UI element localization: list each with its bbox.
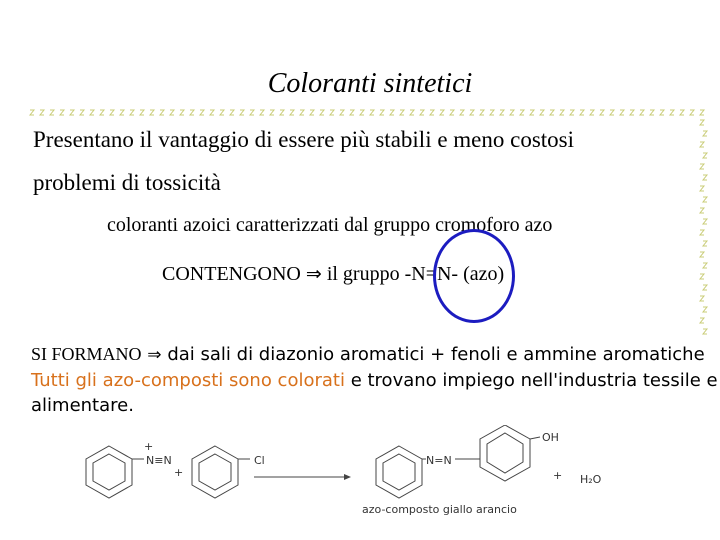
azo-group-text: il gruppo -N=N- (azo) (326, 263, 505, 285)
water-label: H₂O (580, 473, 602, 486)
z-mark-decoration (110, 110, 114, 115)
z-mark-decoration (703, 153, 707, 158)
z-mark-decoration (470, 110, 474, 115)
z-mark-decoration (450, 110, 454, 115)
plus-sign: + (174, 466, 184, 479)
z-mark-decoration (100, 110, 104, 115)
z-mark-decoration (510, 110, 514, 115)
z-mark-decoration (280, 110, 284, 115)
z-mark-decoration (700, 110, 704, 115)
z-mark-decoration (703, 219, 707, 224)
z-mark-decoration (30, 110, 34, 115)
z-mark-decoration (490, 110, 494, 115)
z-mark-decoration (500, 110, 504, 115)
z-mark-decoration (540, 110, 544, 115)
z-mark-decoration (120, 110, 124, 115)
text-line-azo-dyes: coloranti azoici caratterizzati dal gruppo cromoforo azo (107, 214, 553, 236)
z-mark-decoration (340, 110, 344, 115)
z-mark-decoration (70, 110, 74, 115)
highlight-text: Tutti gli azo-composti sono colorati (31, 370, 345, 391)
positive-charge: + (144, 440, 154, 453)
z-mark-decoration (400, 110, 404, 115)
z-mark-decoration (530, 110, 534, 115)
text-line-toxicity: problemi di tossicità (33, 170, 221, 195)
z-mark-decoration (700, 252, 704, 257)
benzene-inner-ring (93, 454, 125, 490)
z-mark-decoration (703, 241, 707, 246)
reaction-scheme (70, 425, 630, 525)
z-mark-decoration (160, 110, 164, 115)
z-mark-decoration (460, 110, 464, 115)
z-mark-decoration (300, 110, 304, 115)
reaction-arrow-head (344, 474, 351, 480)
highlight-circle (433, 229, 515, 323)
z-mark-decoration (260, 110, 264, 115)
contengono-label: CONTENGONO (162, 263, 301, 285)
z-mark-decoration (150, 110, 154, 115)
z-mark-decoration (200, 110, 204, 115)
z-mark-decoration (410, 110, 414, 115)
implies-arrow-icon: ⇒ (305, 263, 322, 285)
z-mark-decoration (250, 110, 254, 115)
z-mark-decoration (700, 164, 704, 169)
z-mark-decoration (700, 318, 704, 323)
z-mark-decoration (620, 110, 624, 115)
z-mark-decoration (190, 110, 194, 115)
z-mark-decoration (640, 110, 644, 115)
z-mark-decoration (690, 110, 694, 115)
z-mark-decoration (130, 110, 134, 115)
z-mark-decoration (310, 110, 314, 115)
z-mark-decoration (600, 110, 604, 115)
z-mark-decoration (580, 110, 584, 115)
z-mark-decoration (700, 142, 704, 147)
hydroxyl-label: OH (542, 431, 559, 444)
z-mark-decoration (240, 110, 244, 115)
z-mark-decoration (480, 110, 484, 115)
formation-text: dai sali di diazonio aromatici + fenoli e ammine aromatiche (167, 344, 705, 365)
z-mark-decoration (210, 110, 214, 115)
z-mark-decoration (700, 274, 704, 279)
z-mark-decoration (703, 175, 707, 180)
diazonium-label: N≡N (146, 454, 172, 467)
z-mark-decoration (40, 110, 44, 115)
formation-paragraph (31, 342, 720, 418)
benzene-inner-ring (383, 454, 415, 490)
implies-arrow-icon: ⇒ (147, 345, 162, 365)
z-mark-decoration (703, 197, 707, 202)
z-mark-decoration (170, 110, 174, 115)
z-mark-decoration (380, 110, 384, 115)
z-mark-decoration (350, 110, 354, 115)
z-mark-decoration (700, 208, 704, 213)
z-mark-decoration (370, 110, 374, 115)
si-formano-label: SI FORMANO (31, 344, 142, 364)
z-mark-decoration (703, 263, 707, 268)
z-mark-decoration (50, 110, 54, 115)
z-mark-decoration (703, 131, 707, 136)
azo-bond-label: N=N (426, 454, 452, 467)
benzene-inner-ring (199, 454, 231, 490)
z-mark-decoration (440, 110, 444, 115)
z-mark-decoration (680, 110, 684, 115)
z-mark-decoration (80, 110, 84, 115)
z-mark-decoration (703, 307, 707, 312)
z-mark-decoration (90, 110, 94, 115)
slide-title: Coloranti sintetici (267, 68, 473, 99)
z-mark-decoration (700, 296, 704, 301)
z-mark-decoration (610, 110, 614, 115)
z-mark-decoration (560, 110, 564, 115)
z-mark-decoration (320, 110, 324, 115)
z-mark-decoration (390, 110, 394, 115)
z-mark-decoration (360, 110, 364, 115)
z-mark-decoration (290, 110, 294, 115)
usage-text: e trovano impiego nell'industria tessile e alimentare. (31, 370, 718, 416)
z-mark-decoration (630, 110, 634, 115)
z-mark-decoration (140, 110, 144, 115)
z-mark-decoration (520, 110, 524, 115)
bond-line (530, 437, 540, 439)
z-mark-decoration (700, 230, 704, 235)
z-mark-decoration (590, 110, 594, 115)
z-mark-decoration (660, 110, 664, 115)
z-mark-decoration (430, 110, 434, 115)
z-mark-decoration (60, 110, 64, 115)
chloride-label: Cl (254, 454, 265, 467)
z-mark-decoration (420, 110, 424, 115)
z-mark-decoration (220, 110, 224, 115)
benzene-inner-ring (487, 433, 523, 473)
z-mark-decoration (703, 329, 707, 334)
z-mark-decoration (330, 110, 334, 115)
z-mark-decoration (670, 110, 674, 115)
plus-sign: + (553, 469, 563, 482)
z-mark-decoration (180, 110, 184, 115)
z-mark-decoration (700, 186, 704, 191)
z-mark-decoration (650, 110, 654, 115)
z-mark-decoration (230, 110, 234, 115)
text-line-advantage: Presentano il vantaggio di essere più stabili e meno costosi (33, 127, 575, 152)
z-mark-decoration (550, 110, 554, 115)
z-mark-decoration (703, 285, 707, 290)
z-mark-decoration (570, 110, 574, 115)
product-caption: azo-composto giallo arancio (362, 503, 517, 516)
z-mark-decoration (700, 120, 704, 125)
z-mark-decoration (270, 110, 274, 115)
